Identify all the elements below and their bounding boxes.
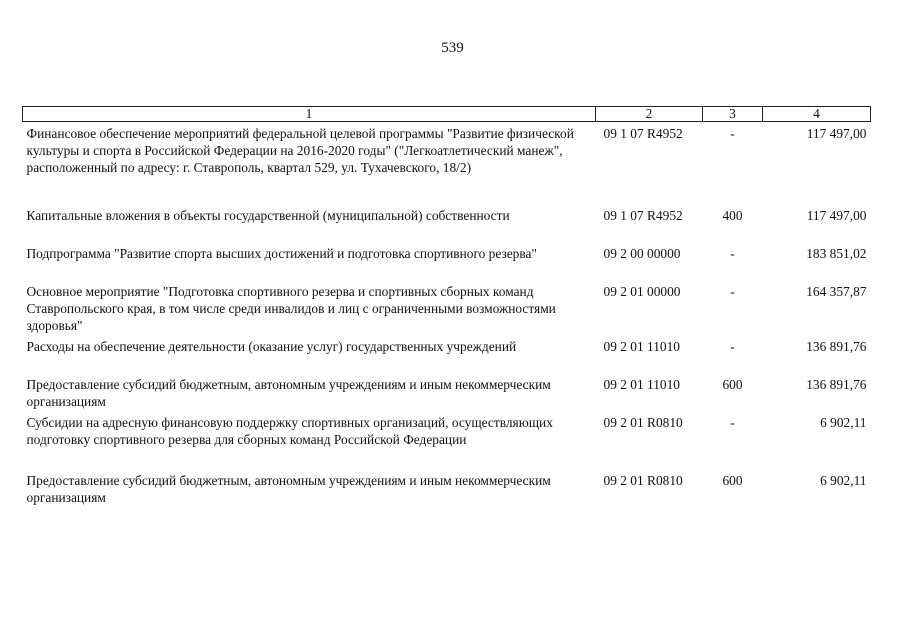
row-name: Основное мероприятие "Подготовка спортивного резерва и спортивных сборных команд Ставропольского края, в том числе среди инвалидов и лиц с ограниченными возможностями здоровья" [26, 284, 556, 333]
row-type: - [730, 126, 735, 141]
row-name: Расходы на обеспечение деятельности (оказание услуг) государственных учреждений [26, 339, 517, 354]
row-amount: 6 902,11 [820, 473, 867, 488]
table-body [23, 122, 871, 513]
header-row [23, 107, 871, 122]
row-amount: 6 902,11 [820, 415, 867, 430]
row-amount: 183 851,02 [806, 246, 867, 261]
column-header-4: 4 [763, 107, 871, 122]
row-code: 09 1 07 R4952 [603, 208, 683, 223]
row-name: Подпрограмма "Развитие спорта высших достижений и подготовка спортивного резерва" [26, 246, 537, 261]
row-amount: 117 497,00 [806, 126, 867, 141]
row-name: Предоставление субсидий бюджетным, автономным учреждениям и иным некоммерческим организациям [26, 473, 551, 505]
row-amount: 136 891,76 [806, 339, 867, 354]
table-row [23, 376, 871, 414]
row-type: - [730, 284, 735, 299]
table-row [23, 338, 871, 376]
table-row [23, 414, 871, 472]
row-type: - [730, 246, 735, 261]
row-amount: 164 357,87 [806, 284, 867, 299]
row-code: 09 2 00 00000 [603, 246, 681, 261]
row-code: 09 1 07 R4952 [603, 126, 683, 141]
row-amount: 136 891,76 [806, 377, 867, 392]
row-type: - [730, 415, 735, 430]
table-row [23, 283, 871, 338]
row-code: 09 2 01 11010 [603, 339, 680, 354]
row-name: Предоставление субсидий бюджетным, автономным учреждениям и иным некоммерческим организациям [26, 377, 551, 409]
column-header-3: 3 [703, 107, 763, 122]
table-row [23, 122, 871, 208]
table-header [23, 107, 871, 122]
row-name: Капитальные вложения в объекты государственной (муниципальной) собственности [26, 208, 510, 223]
row-type: 600 [722, 473, 743, 488]
row-type: - [730, 339, 735, 354]
column-header-2: 2 [596, 107, 703, 122]
column-header-1: 1 [23, 107, 596, 122]
row-code: 09 2 01 R0810 [603, 415, 683, 430]
row-code: 09 2 01 11010 [603, 377, 680, 392]
table-row [23, 245, 871, 283]
budget-table [22, 106, 871, 512]
row-code: 09 2 01 R0810 [603, 473, 683, 488]
table-row [23, 472, 871, 512]
row-amount: 117 497,00 [806, 208, 867, 223]
row-code: 09 2 01 00000 [603, 284, 681, 299]
row-type: 600 [722, 377, 743, 392]
page-number: 539 [441, 40, 464, 56]
row-type: 400 [722, 208, 743, 223]
row-name: Субсидии на адресную финансовую поддержку спортивных организаций, осуществляющих подготовку спортивного резерва для сборных команд Российской Федерации [26, 415, 553, 447]
row-name: Финансовое обеспечение мероприятий федеральной целевой программы "Развитие физической культуры и спорта в Российской Федерации на 2016-2020 годы" ("Легкоатлетический манеж", расположенный по адресу: г. Ставрополь, квартал 529, ул. Тухачевского, 18/2) [26, 126, 574, 175]
table-row [23, 207, 871, 245]
